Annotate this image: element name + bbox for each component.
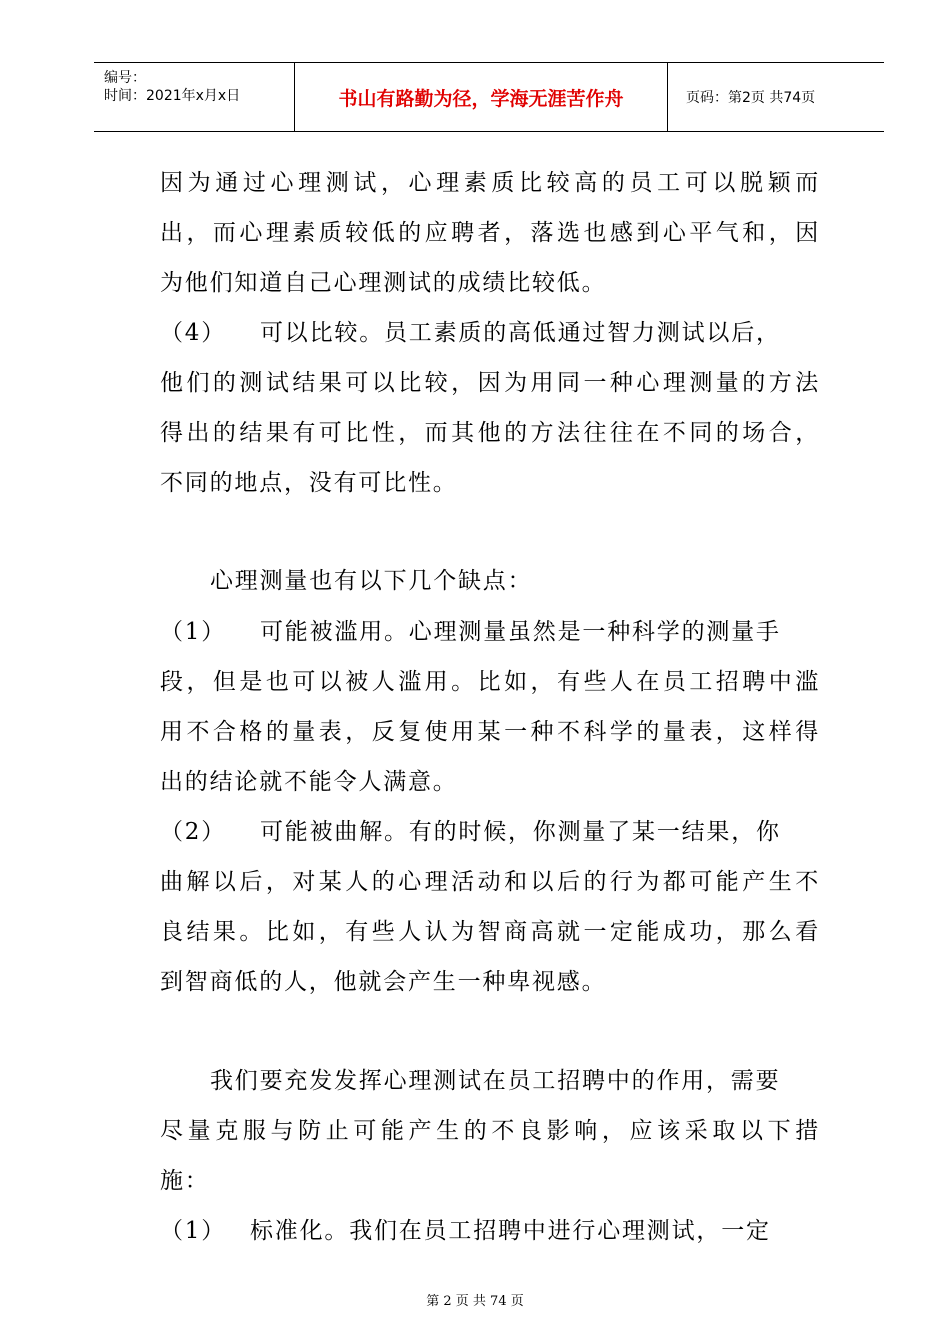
document-code-label: 编号：: [104, 70, 146, 86]
list-number: （1）: [160, 1218, 227, 1244]
body-line: 心理测量也有以下几个缺点：: [210, 568, 533, 594]
header-motto: 书山有路勤为径，学海无涯苦作舟: [295, 63, 668, 131]
header-meta-cell: [94, 63, 295, 131]
page-header: [94, 62, 884, 132]
body-line: 得出的结果有可比性，而其他的方法往往在不同的场合，: [160, 420, 820, 446]
list-item-line: [160, 1216, 820, 1246]
body-line: 出的结论就不能令人满意。: [160, 769, 458, 795]
body-line: 尽量克服与防止可能产生的不良影响，应该采取以下措: [160, 1118, 820, 1144]
header-page-info: [678, 63, 884, 131]
body-text: 可以比较。员工素质的高低通过智力测试以后，: [260, 320, 781, 346]
body-line: 曲解以后，对某人的心理活动和以后的行为都可能产生不: [160, 869, 820, 895]
body-line: 他们的测试结果可以比较，因为用同一种心理测量的方法: [160, 370, 820, 396]
list-number: （4）: [160, 320, 227, 346]
body-line: 施：: [160, 1168, 210, 1194]
body-line: 因为通过心理测试，心理素质比较高的员工可以脱颖而: [160, 170, 820, 196]
body-line: 不同的地点，没有可比性。: [160, 470, 458, 496]
body-line: 段，但是也可以被人滥用。比如，有些人在员工招聘中滥: [160, 669, 820, 695]
body-line: 用不合格的量表，反复使用某一种不科学的量表，这样得: [160, 719, 820, 745]
body-line: 出，而心理素质较低的应聘者，落选也感到心平气和，因: [160, 220, 820, 246]
body-line: 良结果。比如，有些人认为智商高就一定能成功，那么看: [160, 919, 820, 945]
body-text: 可能被滥用。心理测量虽然是一种科学的测量手: [260, 619, 781, 645]
body-line: 为他们知道自己心理测试的成绩比较低。: [160, 270, 607, 296]
list-item-line: [160, 318, 820, 348]
list-number: （2）: [160, 819, 227, 845]
body-text: 标准化。我们在员工招聘中进行心理测试，一定: [250, 1218, 771, 1244]
list-item-line: [160, 617, 820, 647]
body-line: 我们要充发发挥心理测试在员工招聘中的作用，需要: [210, 1068, 781, 1094]
body-line: 到智商低的人，他就会产生一种卑视感。: [160, 969, 607, 995]
body-text: 可能被曲解。有的时候，你测量了某一结果，你: [260, 819, 781, 845]
header-page-info-text: 页码：第2页 共74页: [686, 90, 816, 106]
list-item-line: [160, 817, 820, 847]
page-footer: 第 2 页 共 74 页: [426, 1294, 524, 1309]
list-number: （1）: [160, 619, 227, 645]
document-time-label: 时间：2021年x月x日: [104, 88, 241, 104]
